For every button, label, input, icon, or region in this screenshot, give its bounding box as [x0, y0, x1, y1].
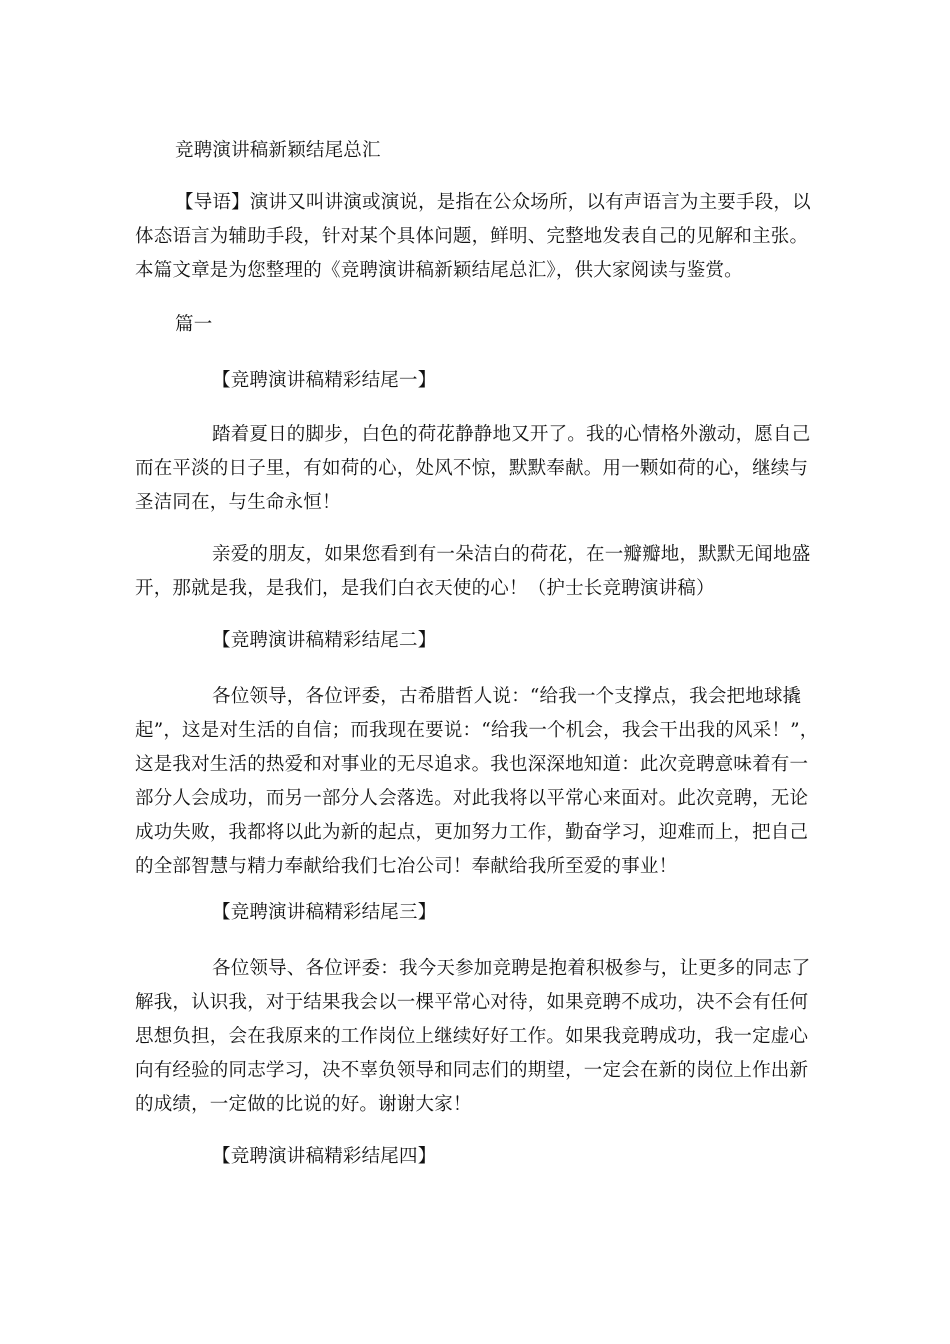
document-title: 竞聘演讲稿新颖结尾总汇: [175, 140, 381, 161]
paragraph-1: 踏着夏日的脚步，白色的荷花静静地又开了。我的心情格外激动，愿自己而在平淡的日子里，有如荷的心，处风不惊，默默奉献。用一颗如荷的心，继续与圣洁同在，与生命永恒！: [135, 424, 811, 513]
section-heading-1: 【竞聘演讲稿精彩结尾一】: [212, 370, 437, 391]
paragraph-4: 各位领导、各位评委：我今天参加竞聘是抱着积极参与，让更多的同志了解我，认识我，对于结果我会以一棵平常心对待，如果竞聘不成功，决不会有任何思想负担，会在我原来的工作岗位上继续好好工作。如果我竞聘成功，我一定虚心向有经验的同志学习，决不辜负领导和同志们的期望，一定会在新的岗位上作出新的成绩，一定做的比说的好。谢谢大家！: [135, 958, 811, 1115]
paragraph-2: 亲爱的朋友，如果您看到有一朵洁白的荷花，在一瓣瓣地，默默无闻地盛开，那就是我，是我们，是我们白衣天使的心！（护士长竞聘演讲稿）: [135, 544, 811, 599]
section-heading-3: 【竞聘演讲稿精彩结尾三】: [212, 902, 437, 923]
section-heading-2: 【竞聘演讲稿精彩结尾二】: [212, 630, 437, 651]
section-heading-4: 【竞聘演讲稿精彩结尾四】: [212, 1146, 437, 1167]
paragraph-3: 各位领导，各位评委，古希腊哲人说：“给我一个支撑点，我会把地球撬起”，这是对生活的自信；而我现在要说：“给我一个机会，我会干出我的风采！”，这是我对生活的热爱和对事业的无尽追求。我也深深地知道：此次竞聘意味着有一部分人会成功，而另一部分人会落选。对此我将以平常心来面对。此次竞聘，无论成功失败，我都将以此为新的起点，更加努力工作，勤奋学习，迎难而上，把自己的全部智慧与精力奉献给我们七冶公司！奉献给我所至爱的事业！: [135, 686, 819, 877]
section-label: 篇一: [175, 314, 213, 335]
intro-paragraph: 【导语】演讲又叫讲演或演说，是指在公众场所，以有声语言为主要手段，以体态语言为辅助手段，针对某个具体问题，鲜明、完整地发表自己的见解和主张。本篇文章是为您整理的《竞聘演讲稿新颖结尾总汇》，供大家阅读与鉴赏。: [135, 192, 811, 281]
